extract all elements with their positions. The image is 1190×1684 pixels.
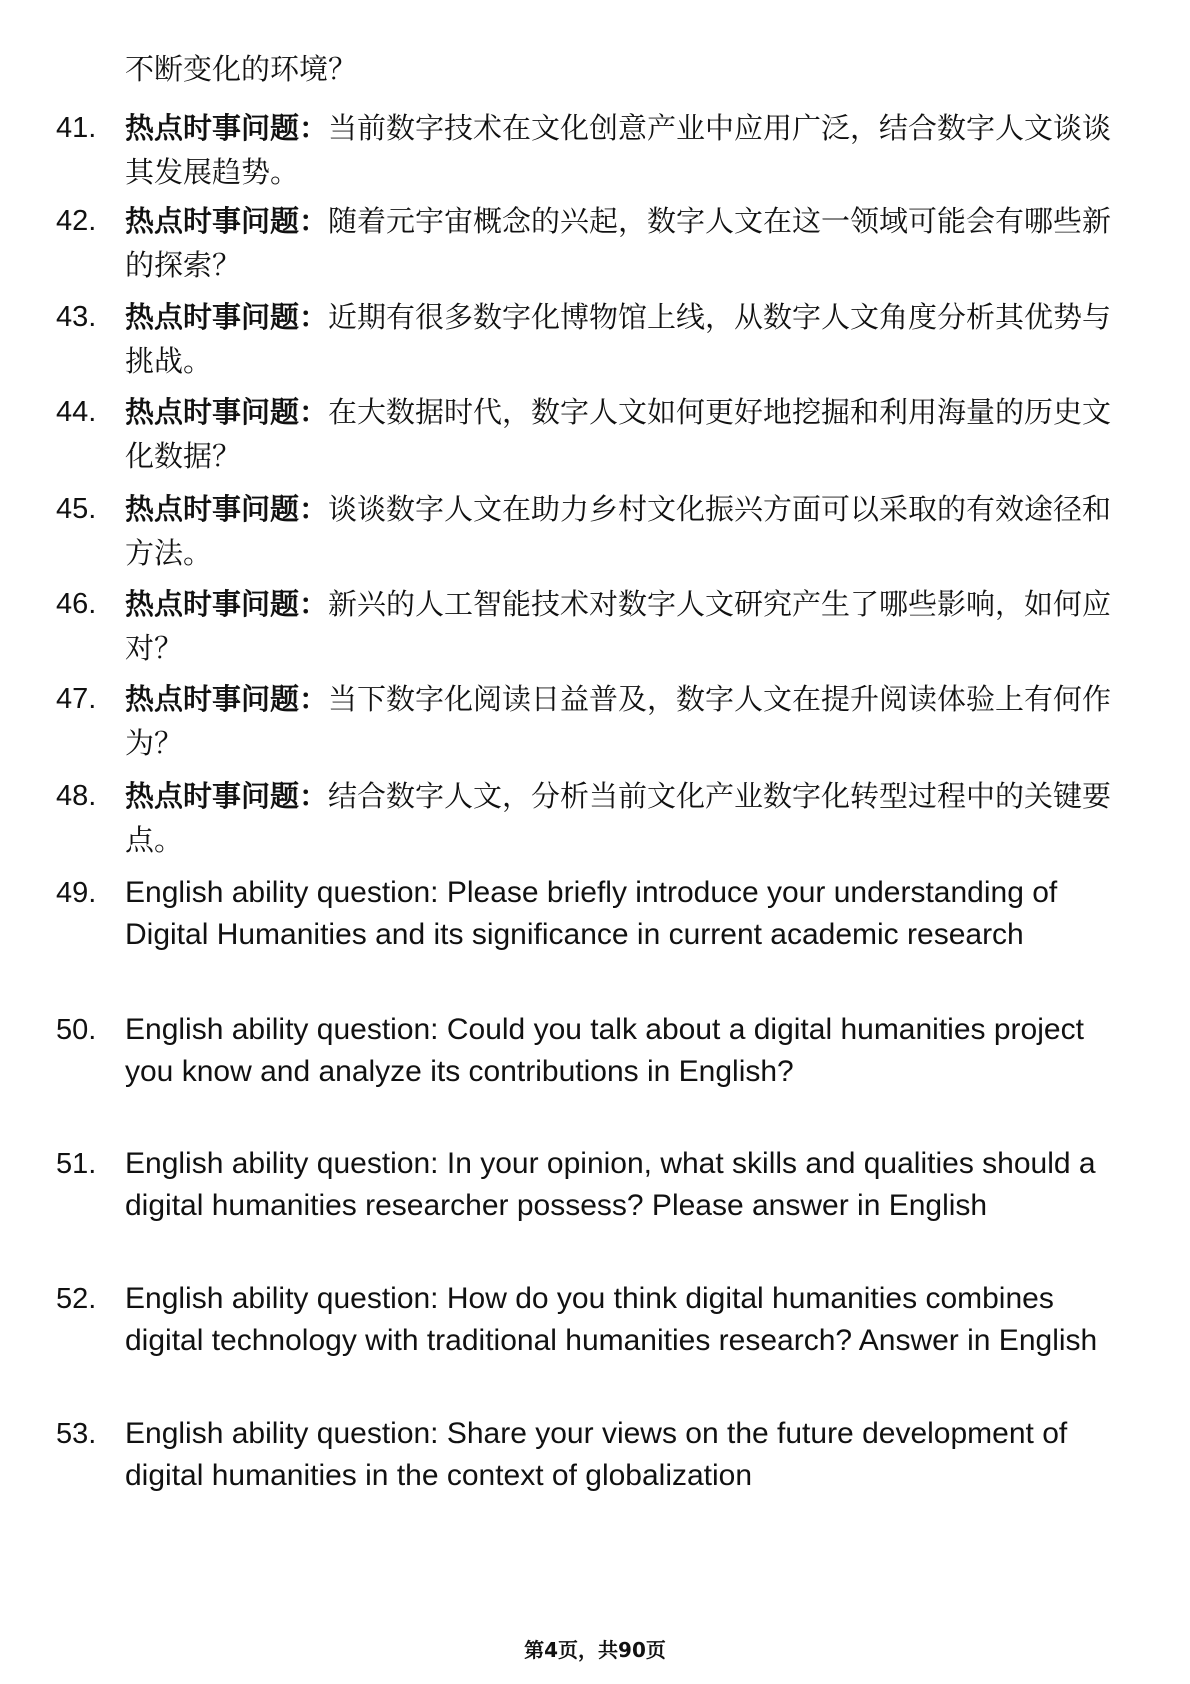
question-text xyxy=(125,487,1120,575)
question-label: 热点时事问题： xyxy=(125,682,329,716)
question-body: 当下数字化阅读日益普及，数字人文在提升阅读体验上有何作为？ xyxy=(125,682,1112,760)
question-number: 52. xyxy=(56,1283,97,1315)
question-text xyxy=(125,774,1120,862)
question-label: 热点时事问题： xyxy=(125,395,329,429)
question-number: 47. xyxy=(56,683,97,715)
question-text xyxy=(125,677,1120,765)
question-number: 50. xyxy=(56,1014,97,1046)
question-body: 当前数字技术在文化创意产业中应用广泛，结合数字人文谈谈其发展趋势。 xyxy=(125,111,1112,189)
question-label: 热点时事问题： xyxy=(125,111,329,145)
question-body: 近期有很多数字化博物馆上线，从数字人文角度分析其优势与挑战。 xyxy=(125,300,1112,378)
question-number: 41. xyxy=(56,112,97,144)
question-text xyxy=(125,390,1120,478)
continuation-text: 不断变化的环境？ xyxy=(125,52,358,86)
question-text xyxy=(125,199,1120,287)
question-text xyxy=(125,106,1120,194)
question-text xyxy=(125,582,1120,670)
question-body: 结合数字人文，分析当前文化产业数字化转型过程中的关键要点。 xyxy=(125,779,1112,857)
question-label: 热点时事问题： xyxy=(125,300,329,334)
question-body: 随着元宇宙概念的兴起，数字人文在这一领域可能会有哪些新的探索？ xyxy=(125,204,1112,282)
question-text: English ability question: Please briefly introduce your understanding of Digital Humanities and its significance in current academic research xyxy=(125,876,1058,951)
question-text: English ability question: How do you think digital humanities combines digital technology with traditional humanities research? Answer in English xyxy=(125,1282,1098,1357)
question-label: 热点时事问题： xyxy=(125,492,329,526)
question-text: English ability question: In your opinion, what skills and qualities should a digital humanities researcher possess? Please answer in English xyxy=(125,1147,1096,1222)
question-number: 45. xyxy=(56,493,97,525)
question-number: 51. xyxy=(56,1148,97,1180)
question-number: 48. xyxy=(56,780,97,812)
page-footer: 第4页，共90页 xyxy=(524,1638,666,1662)
question-label: 热点时事问题： xyxy=(125,204,329,238)
question-number: 49. xyxy=(56,877,97,909)
question-label: 热点时事问题： xyxy=(125,587,329,621)
question-number: 46. xyxy=(56,588,97,620)
question-text: English ability question: Could you talk about a digital humanities project you know and analyze its contributions in English? xyxy=(125,1013,1084,1088)
question-text xyxy=(125,295,1120,383)
question-body: 在大数据时代，数字人文如何更好地挖掘和利用海量的历史文化数据？ xyxy=(125,395,1112,473)
question-number: 53. xyxy=(56,1418,97,1450)
question-text: English ability question: Share your views on the future development of digital humanities in the context of globalization xyxy=(125,1417,1068,1492)
question-label: 热点时事问题： xyxy=(125,779,329,813)
question-number: 42. xyxy=(56,205,97,237)
question-body: 新兴的人工智能技术对数字人文研究产生了哪些影响，如何应对？ xyxy=(125,587,1112,665)
question-body: 谈谈数字人文在助力乡村文化振兴方面可以采取的有效途径和方法。 xyxy=(125,492,1112,570)
question-number: 43. xyxy=(56,301,97,333)
question-number: 44. xyxy=(56,396,97,428)
